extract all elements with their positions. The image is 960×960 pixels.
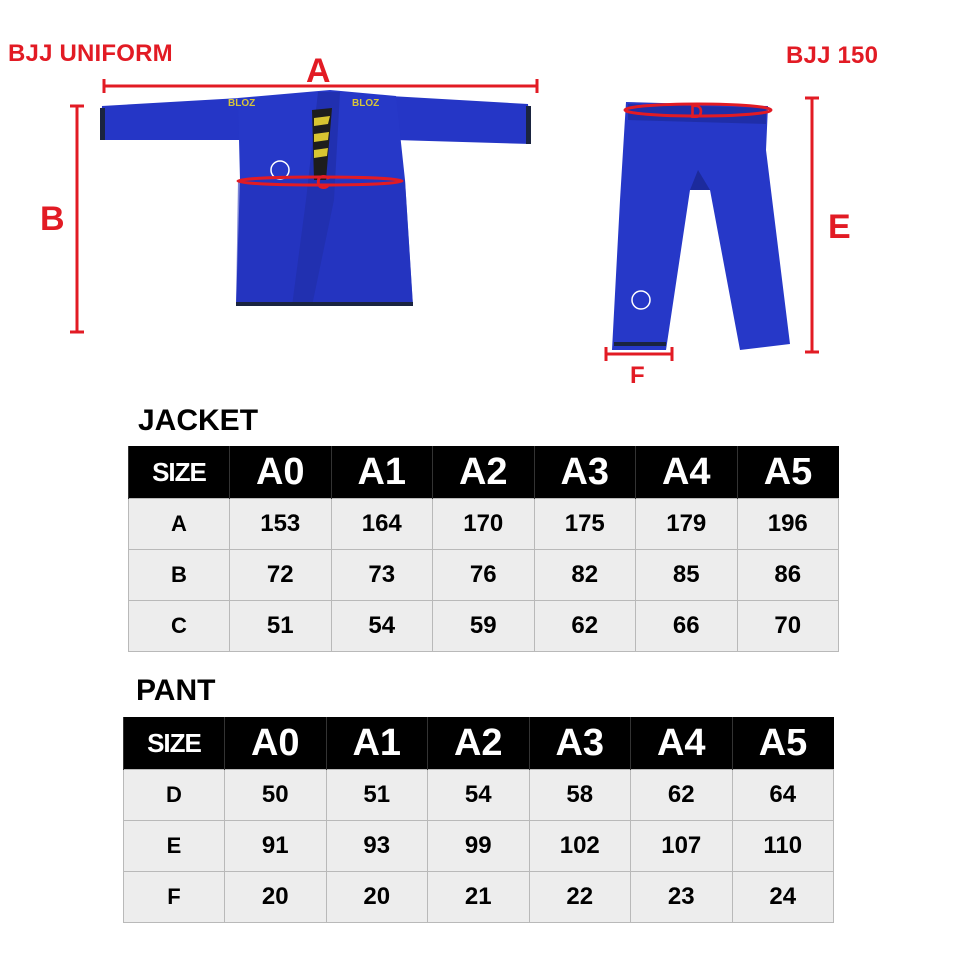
table-row — [124, 821, 834, 872]
dim-label-b: B — [40, 200, 65, 238]
size-header-a3: A3 — [534, 446, 636, 499]
jacket-size-table — [128, 446, 839, 652]
pant-image — [612, 102, 790, 350]
table-cell: 20 — [326, 872, 428, 923]
table-cell: 86 — [737, 550, 839, 601]
table-cell: 153 — [230, 499, 332, 550]
size-header-a1: A1 — [326, 717, 428, 770]
row-label: C — [129, 601, 230, 652]
size-header-a0: A0 — [225, 717, 327, 770]
dim-label-d: D — [690, 102, 703, 122]
table-cell: 54 — [428, 770, 530, 821]
size-column-header: SIZE — [124, 717, 225, 770]
table-cell: 21 — [428, 872, 530, 923]
table-cell: 76 — [433, 550, 535, 601]
table-cell: 59 — [433, 601, 535, 652]
table-cell: 70 — [737, 601, 839, 652]
uniform-title: BJJ UNIFORM — [8, 40, 173, 67]
table-cell: 73 — [331, 550, 433, 601]
table-row — [124, 872, 834, 923]
size-column-header: SIZE — [129, 446, 230, 499]
table-row — [129, 550, 839, 601]
table-header-row — [129, 446, 839, 499]
table-row — [124, 770, 834, 821]
table-cell: 62 — [534, 601, 636, 652]
svg-text:BLOZ: BLOZ — [352, 98, 380, 109]
table-row — [129, 601, 839, 652]
table-cell: 72 — [230, 550, 332, 601]
size-header-a5: A5 — [732, 717, 834, 770]
size-header-a3: A3 — [529, 717, 631, 770]
size-header-a2: A2 — [428, 717, 530, 770]
table-cell: 54 — [331, 601, 433, 652]
table-cell: 107 — [631, 821, 733, 872]
table-cell: 91 — [225, 821, 327, 872]
dim-label-f: F — [630, 362, 645, 389]
table-cell: 23 — [631, 872, 733, 923]
row-label: D — [124, 770, 225, 821]
size-header-a5: A5 — [737, 446, 839, 499]
table-cell: 62 — [631, 770, 733, 821]
model-title: BJJ 150 — [786, 42, 879, 69]
size-header-a1: A1 — [331, 446, 433, 499]
table-cell: 58 — [529, 770, 631, 821]
table-cell: 110 — [732, 821, 834, 872]
row-label: A — [129, 499, 230, 550]
table-cell: 50 — [225, 770, 327, 821]
table-header-row — [124, 717, 834, 770]
size-header-a4: A4 — [636, 446, 738, 499]
table-cell: 93 — [326, 821, 428, 872]
table-row — [129, 499, 839, 550]
pant-section-title: PANT — [136, 674, 216, 707]
table-cell: 51 — [230, 601, 332, 652]
size-header-a4: A4 — [631, 717, 733, 770]
table-cell: 24 — [732, 872, 834, 923]
row-label: B — [129, 550, 230, 601]
size-header-a2: A2 — [433, 446, 535, 499]
dim-label-a: A — [306, 52, 331, 90]
table-cell: 99 — [428, 821, 530, 872]
row-label: E — [124, 821, 225, 872]
jacket-section-title: JACKET — [138, 404, 259, 437]
row-label: F — [124, 872, 225, 923]
jacket-image — [100, 90, 531, 306]
table-cell: 51 — [326, 770, 428, 821]
table-cell: 66 — [636, 601, 738, 652]
pant-size-table — [123, 717, 834, 923]
table-cell: 164 — [331, 499, 433, 550]
dim-label-c: C — [316, 172, 331, 194]
table-cell: 102 — [529, 821, 631, 872]
svg-text:BLOZ: BLOZ — [228, 98, 256, 109]
table-cell: 179 — [636, 499, 738, 550]
dim-label-e: E — [828, 208, 851, 246]
table-cell: 22 — [529, 872, 631, 923]
uniform-illustration — [0, 0, 960, 400]
table-cell: 20 — [225, 872, 327, 923]
table-cell: 196 — [737, 499, 839, 550]
table-cell: 170 — [433, 499, 535, 550]
size-header-a0: A0 — [230, 446, 332, 499]
table-cell: 175 — [534, 499, 636, 550]
table-cell: 85 — [636, 550, 738, 601]
table-cell: 82 — [534, 550, 636, 601]
table-cell: 64 — [732, 770, 834, 821]
